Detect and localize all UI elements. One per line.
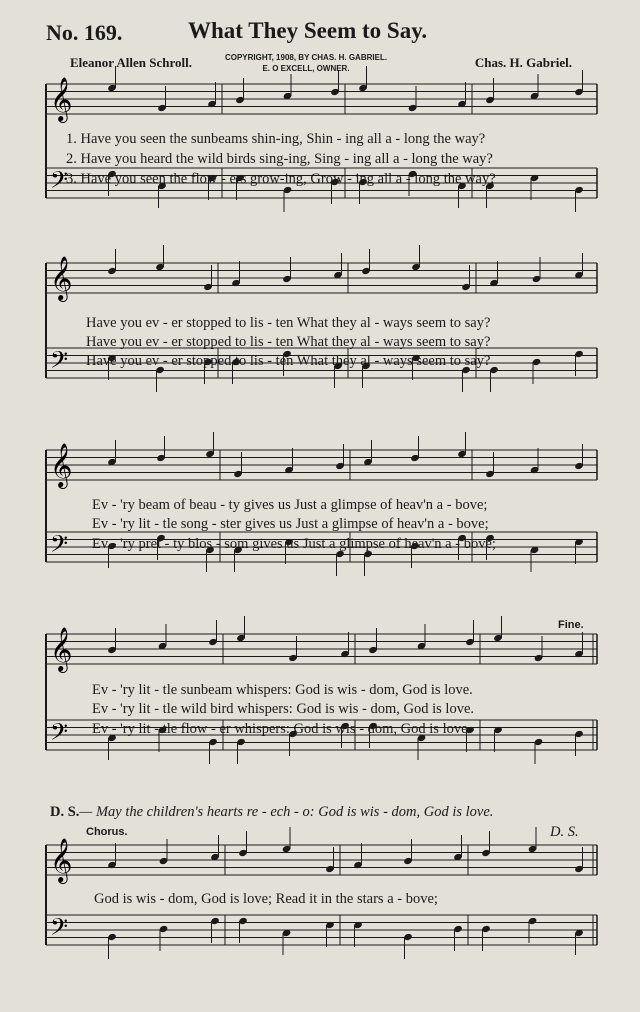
system-2-verse-2: Have you ev - er stopped to lis - ten What they al - ways seem to say? bbox=[86, 334, 491, 350]
composer-credit: Chas. H. Gabriel. bbox=[474, 55, 572, 70]
system-3-verse-2: Ev - 'ry lit - tle song - ster gives us Just a glimpse of heav'n a - bove; bbox=[92, 516, 489, 532]
bass-clef-icon: 𝄢 bbox=[50, 530, 69, 563]
ds-prefix: D. S. bbox=[50, 804, 80, 820]
chorus-ds-marking: D. S. bbox=[550, 824, 579, 840]
copyright-line-1: COPYRIGHT, 1908, BY CHAS. H. GABRIEL. bbox=[224, 53, 388, 62]
system-2-verse-1: Have you ev - er stopped to lis - ten What they al - ways seem to say? bbox=[86, 315, 491, 331]
system-1-verse-2: 2. Have you heard the wild birds sing-ing, Sing - ing all a - long the way? bbox=[66, 151, 493, 167]
hymn-title: What They Seem to Say. bbox=[188, 18, 428, 43]
fine-marking: Fine. bbox=[558, 619, 584, 631]
treble-clef-icon: 𝄞 bbox=[50, 627, 73, 671]
system-1-verse-1: 1. Have you seen the sunbeams shin-ing, Shin - ing all a - long the way? bbox=[66, 131, 486, 147]
copyright-line-2: E. O EXCELL, OWNER. bbox=[262, 64, 350, 73]
chorus-label: Chorus. bbox=[86, 826, 128, 838]
system-4-verse-2: Ev - 'ry lit - tle wild bird whispers: God is wis - dom, God is love. bbox=[92, 701, 474, 717]
treble-clef-icon: 𝄞 bbox=[50, 77, 73, 121]
bass-clef-icon: 𝄢 bbox=[50, 346, 69, 379]
bass-clef-icon: 𝄢 bbox=[50, 718, 69, 751]
bass-clef-icon: 𝄢 bbox=[50, 166, 69, 199]
chorus-verse: God is wis - dom, God is love; Read it in the stars a - bove; bbox=[94, 891, 438, 907]
treble-clef-icon: 𝄞 bbox=[50, 838, 73, 882]
treble-clef-icon: 𝄞 bbox=[50, 256, 73, 300]
system-3-verse-1: Ev - 'ry beam of beau - ty gives us Just a glimpse of heav'n a - bove; bbox=[92, 497, 488, 513]
hymn-number: No. 169. bbox=[46, 20, 123, 45]
system-1-verse-3: 3. Have you seen the flow - ers grow-ing, Grow - ing all a - long the way? bbox=[66, 171, 496, 187]
bass-clef-icon: 𝄢 bbox=[50, 913, 69, 946]
system-4-verse-1: Ev - 'ry lit - tle sunbeam whispers: God is wis - dom, God is love. bbox=[92, 682, 473, 698]
dal-segno-text bbox=[50, 804, 493, 821]
ds-lyric: — May the children's hearts re - ech - o: God is wis - dom, God is love. bbox=[79, 804, 494, 820]
system-4-verse-3: Ev - 'ry lit - tle flow - er whispers: God is wis - dom, God is love. bbox=[92, 721, 472, 737]
treble-clef-icon: 𝄞 bbox=[50, 443, 73, 487]
system-3-verse-3: Ev - 'ry pret - ty blos - som gives us Just a glimpse of heav'n a - bove; bbox=[92, 536, 496, 552]
author-credit: Eleanor Allen Schroll. bbox=[70, 55, 192, 70]
system-2-verse-3: Have you ev - er stopped to lis - ten What they al - ways seem to say? bbox=[86, 353, 491, 369]
